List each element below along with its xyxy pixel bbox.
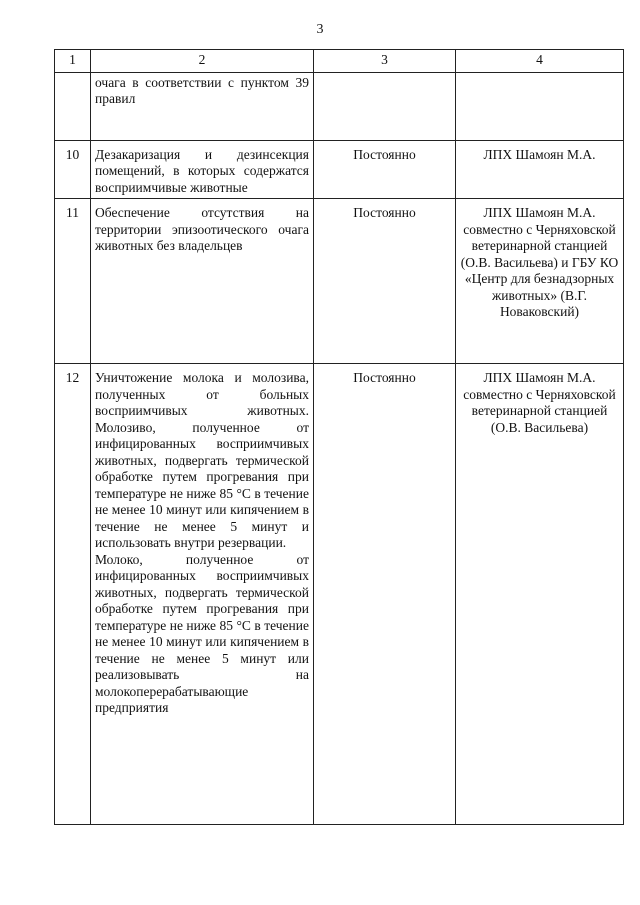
- table-row: [55, 199, 624, 364]
- term-text: Постоянно: [314, 199, 456, 364]
- measure-text: Дезакаризация и дезинсекция помещений, в которых содержатся восприимчивые животные: [91, 140, 314, 199]
- measures-table: [54, 49, 624, 825]
- table-row-continuation: [55, 72, 624, 140]
- header-cell-1: 1: [55, 50, 91, 73]
- page-number: 3: [316, 22, 324, 37]
- term-text: [314, 72, 456, 140]
- responsible-text: [456, 72, 624, 140]
- responsible-text: ЛПХ Шамоян М.А. совместно с Черняховской ветеринарной станцией (О.В. Васильева): [456, 364, 624, 825]
- measure-paragraph-colostrum: Уничтожение молока и молозива, полученных от больных восприимчивых животных. Молозиво, полученное от инфицированных восприимчивых животных, подвергать термической обработке путем прогревания при температуре не ниже 85 °С в течение не менее 10 минут или кипячением в течение не менее 5 минут и использовать внутри резервации.: [95, 370, 309, 550]
- measure-text: очага в соответствии с пунктом 39 правил: [91, 72, 314, 140]
- term-text: Постоянно: [314, 364, 456, 825]
- measure-text: Обеспечение отсутствия на территории эпизоотического очага животных без владельцев: [91, 199, 314, 364]
- header-cell-3: 3: [314, 50, 456, 73]
- table-header-row: [55, 50, 624, 73]
- row-number: 12: [55, 364, 91, 825]
- header-cell-4: 4: [456, 50, 624, 73]
- measure-paragraph-milk: Молоко, полученное от инфицированных восприимчивых животных, подвергать термической обработке путем прогревания при температуре не ниже 85 °С в течение не менее 10 минут или кипячением в течение не менее 5 минут или реализовывать на молокоперерабатывающие предприятия: [95, 551, 309, 715]
- row-number: [55, 72, 91, 140]
- responsible-text: ЛПХ Шамоян М.А.: [456, 140, 624, 199]
- measure-text: [91, 364, 314, 825]
- row-number: 10: [55, 140, 91, 199]
- row-number: 11: [55, 199, 91, 364]
- term-text: Постоянно: [314, 140, 456, 199]
- table-row: [55, 140, 624, 199]
- responsible-text: ЛПХ Шамоян М.А. совместно с Черняховской ветеринарной станцией (О.В. Васильева) и ГБУ КО «Центр для безнадзорных животных» (В.Г. Новаковский): [456, 199, 624, 364]
- header-cell-2: 2: [91, 50, 314, 73]
- table-row: [55, 364, 624, 825]
